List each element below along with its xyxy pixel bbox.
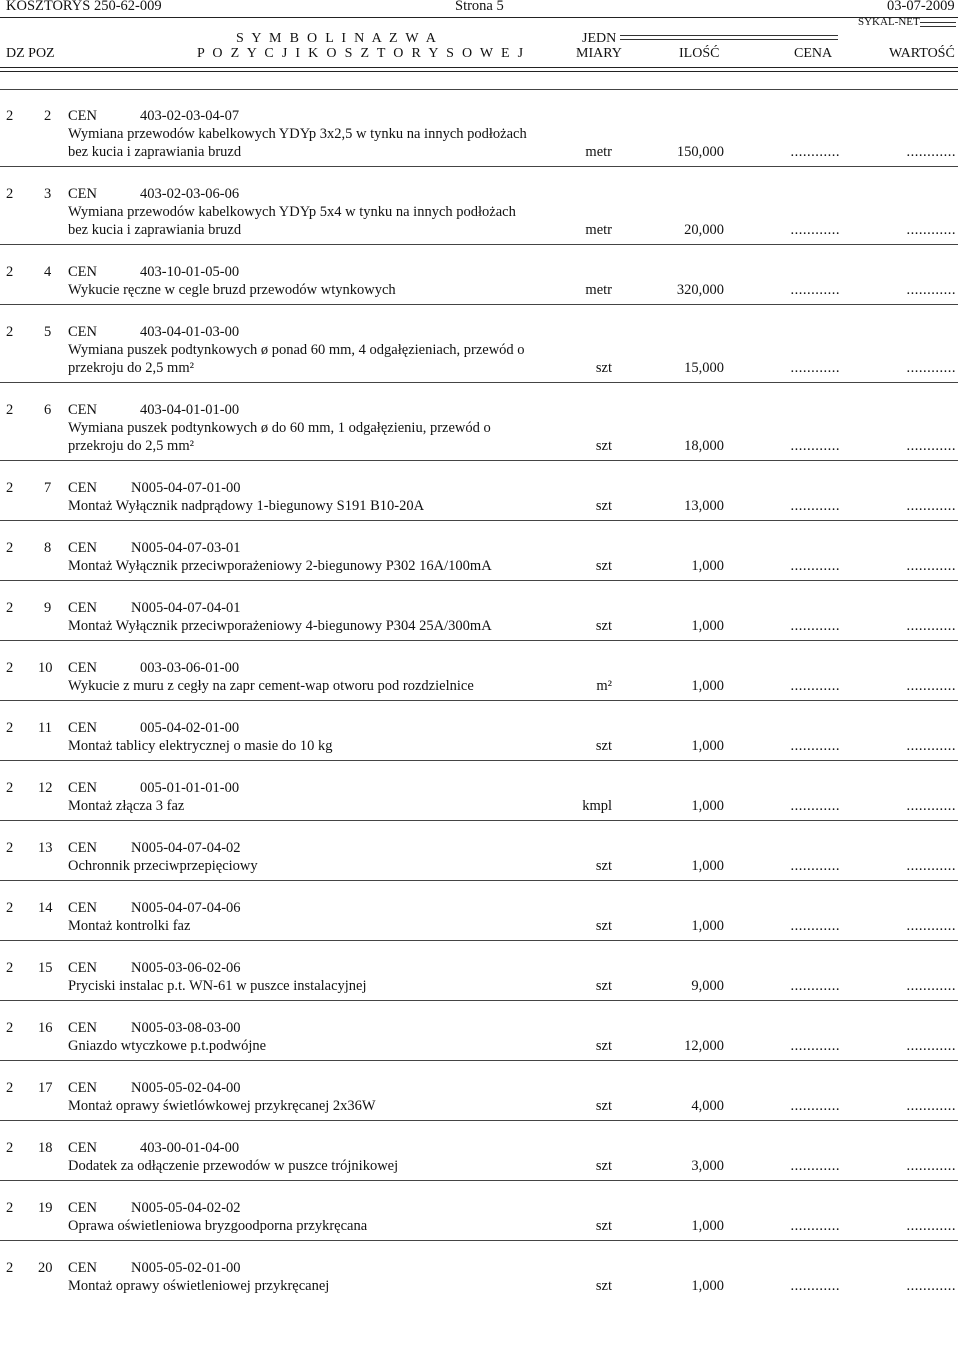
catalog-code: 403-04-01-03-00 xyxy=(140,324,240,340)
row-separator xyxy=(0,820,958,821)
unit-price: ............ xyxy=(790,798,840,814)
position-number: 15 xyxy=(38,960,53,976)
source-catalog: CEN xyxy=(68,540,97,556)
column-header-dz-poz: DZ POZ xyxy=(6,46,55,61)
description-line: przekroju do 2,5 mm² xyxy=(68,360,194,376)
description-line: Montaż oprawy świetlówkowej przykręcanej 2x36W xyxy=(68,1098,376,1114)
quantity-value: 13,000 xyxy=(684,498,724,514)
source-catalog: CEN xyxy=(68,840,97,856)
quantity-value: 1,000 xyxy=(691,678,724,694)
catalog-code: N005-05-02-01-00 xyxy=(131,1260,241,1276)
row-separator xyxy=(0,1000,958,1001)
description-line: Wykucie ręczne w cegle bruzd przewodów wtynkowych xyxy=(68,282,396,298)
unit-of-measure: metr xyxy=(585,222,612,238)
unit-price: ............ xyxy=(790,1218,840,1234)
header-top-rule xyxy=(0,17,958,18)
total-value: ............ xyxy=(906,360,956,376)
total-value: ............ xyxy=(906,1098,956,1114)
source-catalog: CEN xyxy=(68,1080,97,1096)
source-catalog: CEN xyxy=(68,660,97,676)
catalog-code: N005-03-08-03-00 xyxy=(131,1020,241,1036)
quantity-value: 9,000 xyxy=(691,978,724,994)
unit-of-measure: szt xyxy=(595,978,612,994)
column-header-value: WARTOŚĆ xyxy=(889,46,955,61)
source-catalog: CEN xyxy=(68,1200,97,1216)
position-number: 19 xyxy=(38,1200,53,1216)
total-value: ............ xyxy=(906,1158,956,1174)
row-separator xyxy=(0,1240,958,1241)
row-separator xyxy=(0,382,958,383)
section-number: 2 xyxy=(6,840,14,856)
catalog-code: N005-05-02-04-00 xyxy=(131,1080,241,1096)
catalog-code: N005-04-07-04-02 xyxy=(131,840,241,856)
description-line: Montaż kontrolki faz xyxy=(68,918,191,934)
quantity-value: 1,000 xyxy=(691,558,724,574)
quantity-value: 150,000 xyxy=(676,144,724,160)
quantity-value: 4,000 xyxy=(691,1098,724,1114)
column-header-quantity: ILOŚĆ xyxy=(679,46,720,61)
row-separator xyxy=(0,304,958,305)
row-separator xyxy=(0,244,958,245)
position-number: 3 xyxy=(44,186,52,202)
source-catalog: CEN xyxy=(68,264,97,280)
unit-of-measure: szt xyxy=(595,1158,612,1174)
section-number: 2 xyxy=(6,780,14,796)
total-value: ............ xyxy=(906,282,956,298)
header-double-rule-right xyxy=(920,22,956,27)
description-line: Dodatek za odłączenie przewodów w puszce trójnikowej xyxy=(68,1158,399,1174)
quantity-value: 320,000 xyxy=(676,282,724,298)
source-catalog: CEN xyxy=(68,720,97,736)
position-number: 4 xyxy=(44,264,52,280)
description-line: Montaż oprawy oświetleniowej przykręcanej xyxy=(68,1278,330,1294)
unit-price: ............ xyxy=(790,978,840,994)
brand-label: SYKAL-NET xyxy=(858,16,920,28)
unit-of-measure: szt xyxy=(595,1098,612,1114)
catalog-code: N005-04-07-04-06 xyxy=(131,900,241,916)
total-value: ............ xyxy=(906,438,956,454)
unit-price: ............ xyxy=(790,1038,840,1054)
catalog-code: 003-03-06-01-00 xyxy=(140,660,240,676)
catalog-code: N005-04-07-03-01 xyxy=(131,540,241,556)
row-separator xyxy=(0,700,958,701)
document-title: KOSZTORYS 250-62-009 xyxy=(6,0,162,14)
unit-of-measure: szt xyxy=(595,360,612,376)
column-header-symbol: S Y M B O L I N A Z W A xyxy=(236,31,439,46)
position-number: 10 xyxy=(38,660,53,676)
total-value: ............ xyxy=(906,858,956,874)
column-header-unit: MIARY xyxy=(576,46,622,61)
unit-of-measure: szt xyxy=(595,498,612,514)
source-catalog: CEN xyxy=(68,600,97,616)
row-separator xyxy=(0,940,958,941)
row-separator xyxy=(0,880,958,881)
row-separator xyxy=(0,640,958,641)
section-number: 2 xyxy=(6,1260,14,1276)
unit-of-measure: szt xyxy=(595,918,612,934)
unit-of-measure: szt xyxy=(595,1038,612,1054)
section-number: 2 xyxy=(6,480,14,496)
quantity-value: 1,000 xyxy=(691,858,724,874)
source-catalog: CEN xyxy=(68,324,97,340)
description-line: Montaż Wyłącznik przeciwporażeniowy 4-biegunowy P304 25A/300mA xyxy=(68,618,492,634)
position-number: 5 xyxy=(44,324,52,340)
description-line: Oprawa oświetleniowa bryzgoodporna przykręcana xyxy=(68,1218,368,1234)
row-separator xyxy=(0,460,958,461)
catalog-code: 005-01-01-01-00 xyxy=(140,780,240,796)
unit-price: ............ xyxy=(790,438,840,454)
source-catalog: CEN xyxy=(68,1020,97,1036)
description-line: Wymiana puszek podtynkowych ø ponad 60 mm, 4 odgałęzieniach, przewód o xyxy=(68,342,525,358)
catalog-code: N005-03-06-02-06 xyxy=(131,960,241,976)
unit-of-measure: metr xyxy=(585,144,612,160)
catalog-code: N005-05-04-02-02 xyxy=(131,1200,241,1216)
source-catalog: CEN xyxy=(68,1140,97,1156)
total-value: ............ xyxy=(906,222,956,238)
section-number: 2 xyxy=(6,540,14,556)
header-rule-1 xyxy=(0,67,958,68)
unit-of-measure: szt xyxy=(595,738,612,754)
description-line: Ochronnik przeciwprzepięciowy xyxy=(68,858,258,874)
quantity-value: 1,000 xyxy=(691,798,724,814)
unit-price: ............ xyxy=(790,858,840,874)
description-line: bez kucia i zaprawiania bruzd xyxy=(68,144,242,160)
source-catalog: CEN xyxy=(68,1260,97,1276)
section-number: 2 xyxy=(6,660,14,676)
quantity-value: 1,000 xyxy=(691,1218,724,1234)
section-number: 2 xyxy=(6,186,14,202)
description-line: Montaż Wyłącznik przeciwporażeniowy 2-biegunowy P302 16A/100mA xyxy=(68,558,492,574)
unit-price: ............ xyxy=(790,558,840,574)
section-number: 2 xyxy=(6,1200,14,1216)
catalog-code: N005-04-07-01-00 xyxy=(131,480,241,496)
quantity-value: 1,000 xyxy=(691,738,724,754)
quantity-value: 1,000 xyxy=(691,618,724,634)
column-header-position: P O Z Y C J I K O S Z T O R Y S O W E J xyxy=(197,46,526,61)
total-value: ............ xyxy=(906,738,956,754)
total-value: ............ xyxy=(906,1218,956,1234)
description-line: Montaż tablicy elektrycznej o masie do 10 kg xyxy=(68,738,333,754)
section-number: 2 xyxy=(6,1080,14,1096)
unit-price: ............ xyxy=(790,1278,840,1294)
unit-of-measure: szt xyxy=(595,858,612,874)
source-catalog: CEN xyxy=(68,780,97,796)
source-catalog: CEN xyxy=(68,900,97,916)
unit-price: ............ xyxy=(790,144,840,160)
unit-of-measure: szt xyxy=(595,438,612,454)
catalog-code: 403-00-01-04-00 xyxy=(140,1140,240,1156)
unit-price: ............ xyxy=(790,222,840,238)
section-number: 2 xyxy=(6,264,14,280)
quantity-value: 3,000 xyxy=(691,1158,724,1174)
unit-price: ............ xyxy=(790,498,840,514)
position-number: 16 xyxy=(38,1020,53,1036)
total-value: ............ xyxy=(906,558,956,574)
unit-price: ............ xyxy=(790,1158,840,1174)
position-number: 7 xyxy=(44,480,52,496)
description-line: Montaż Wyłącznik nadprądowy 1-biegunowy S191 B10-20A xyxy=(68,498,425,514)
row-separator xyxy=(0,1120,958,1121)
position-number: 17 xyxy=(38,1080,53,1096)
section-number: 2 xyxy=(6,1140,14,1156)
source-catalog: CEN xyxy=(68,186,97,202)
description-line: przekroju do 2,5 mm² xyxy=(68,438,194,454)
unit-of-measure: kmpl xyxy=(582,798,612,814)
row-separator xyxy=(0,520,958,521)
catalog-code: N005-04-07-04-01 xyxy=(131,600,241,616)
description-line: Wykucie z muru z cegły na zapr cement-wap otworu pod rozdzielnice xyxy=(68,678,474,694)
unit-price: ............ xyxy=(790,918,840,934)
source-catalog: CEN xyxy=(68,480,97,496)
quantity-value: 12,000 xyxy=(684,1038,724,1054)
position-number: 18 xyxy=(38,1140,53,1156)
quantity-value: 18,000 xyxy=(684,438,724,454)
total-value: ............ xyxy=(906,1278,956,1294)
total-value: ............ xyxy=(906,978,956,994)
total-value: ............ xyxy=(906,498,956,514)
total-value: ............ xyxy=(906,798,956,814)
description-line: Gniazdo wtyczkowe p.t.podwójne xyxy=(68,1038,267,1054)
unit-price: ............ xyxy=(790,618,840,634)
row-separator xyxy=(0,760,958,761)
catalog-code: 403-02-03-04-07 xyxy=(140,108,240,124)
total-value: ............ xyxy=(906,678,956,694)
unit-price: ............ xyxy=(790,360,840,376)
source-catalog: CEN xyxy=(68,960,97,976)
total-value: ............ xyxy=(906,618,956,634)
page-number: Strona 5 xyxy=(455,0,504,14)
quantity-value: 1,000 xyxy=(691,918,724,934)
unit-of-measure: szt xyxy=(595,618,612,634)
header-rule-2 xyxy=(0,71,958,72)
position-number: 2 xyxy=(44,108,52,124)
quantity-value: 20,000 xyxy=(684,222,724,238)
section-number: 2 xyxy=(6,402,14,418)
row-separator xyxy=(0,1060,958,1061)
unit-price: ............ xyxy=(790,738,840,754)
unit-of-measure: metr xyxy=(585,282,612,298)
description-line: Wymiana puszek podtynkowych ø do 60 mm, 1 odgałęzieniu, przewód o xyxy=(68,420,491,436)
section-number: 2 xyxy=(6,720,14,736)
position-number: 11 xyxy=(38,720,52,736)
description-line: Pryciski instalac p.t. WN-61 w puszce instalacyjnej xyxy=(68,978,367,994)
position-number: 8 xyxy=(44,540,52,556)
position-number: 6 xyxy=(44,402,52,418)
source-catalog: CEN xyxy=(68,108,97,124)
description-line: Montaż złącza 3 faz xyxy=(68,798,185,814)
total-value: ............ xyxy=(906,1038,956,1054)
total-value: ............ xyxy=(906,144,956,160)
header-double-rule xyxy=(620,35,838,40)
section-number: 2 xyxy=(6,1020,14,1036)
unit-of-measure: szt xyxy=(595,1218,612,1234)
section-number: 2 xyxy=(6,960,14,976)
row-separator xyxy=(0,580,958,581)
position-number: 9 xyxy=(44,600,52,616)
catalog-code: 403-02-03-06-06 xyxy=(140,186,240,202)
source-catalog: CEN xyxy=(68,402,97,418)
section-number: 2 xyxy=(6,900,14,916)
column-header-jedn: JEDN xyxy=(582,31,617,46)
description-line: Wymiana przewodów kabelkowych YDYp 3x2,5 w tynku na innych podłożach xyxy=(68,126,527,142)
section-number: 2 xyxy=(6,108,14,124)
unit-of-measure: szt xyxy=(595,1278,612,1294)
row-separator xyxy=(0,166,958,167)
document-date: 03-07-2009 xyxy=(887,0,955,14)
catalog-code: 403-10-01-05-00 xyxy=(140,264,240,280)
catalog-code: 005-04-02-01-00 xyxy=(140,720,240,736)
quantity-value: 15,000 xyxy=(684,360,724,376)
position-number: 20 xyxy=(38,1260,53,1276)
section-number: 2 xyxy=(6,600,14,616)
column-header-price: CENA xyxy=(794,46,833,61)
total-value: ............ xyxy=(906,918,956,934)
position-number: 13 xyxy=(38,840,53,856)
unit-of-measure: m² xyxy=(596,678,612,694)
catalog-code: 403-04-01-01-00 xyxy=(140,402,240,418)
unit-price: ............ xyxy=(790,1098,840,1114)
quantity-value: 1,000 xyxy=(691,1278,724,1294)
section-number: 2 xyxy=(6,324,14,340)
position-number: 12 xyxy=(38,780,53,796)
header-rule-3 xyxy=(0,89,958,90)
description-line: bez kucia i zaprawiania bruzd xyxy=(68,222,242,238)
description-line: Wymiana przewodów kabelkowych YDYp 5x4 w tynku na innych podłożach xyxy=(68,204,516,220)
unit-price: ............ xyxy=(790,678,840,694)
unit-price: ............ xyxy=(790,282,840,298)
row-separator xyxy=(0,1180,958,1181)
unit-of-measure: szt xyxy=(595,558,612,574)
position-number: 14 xyxy=(38,900,53,916)
